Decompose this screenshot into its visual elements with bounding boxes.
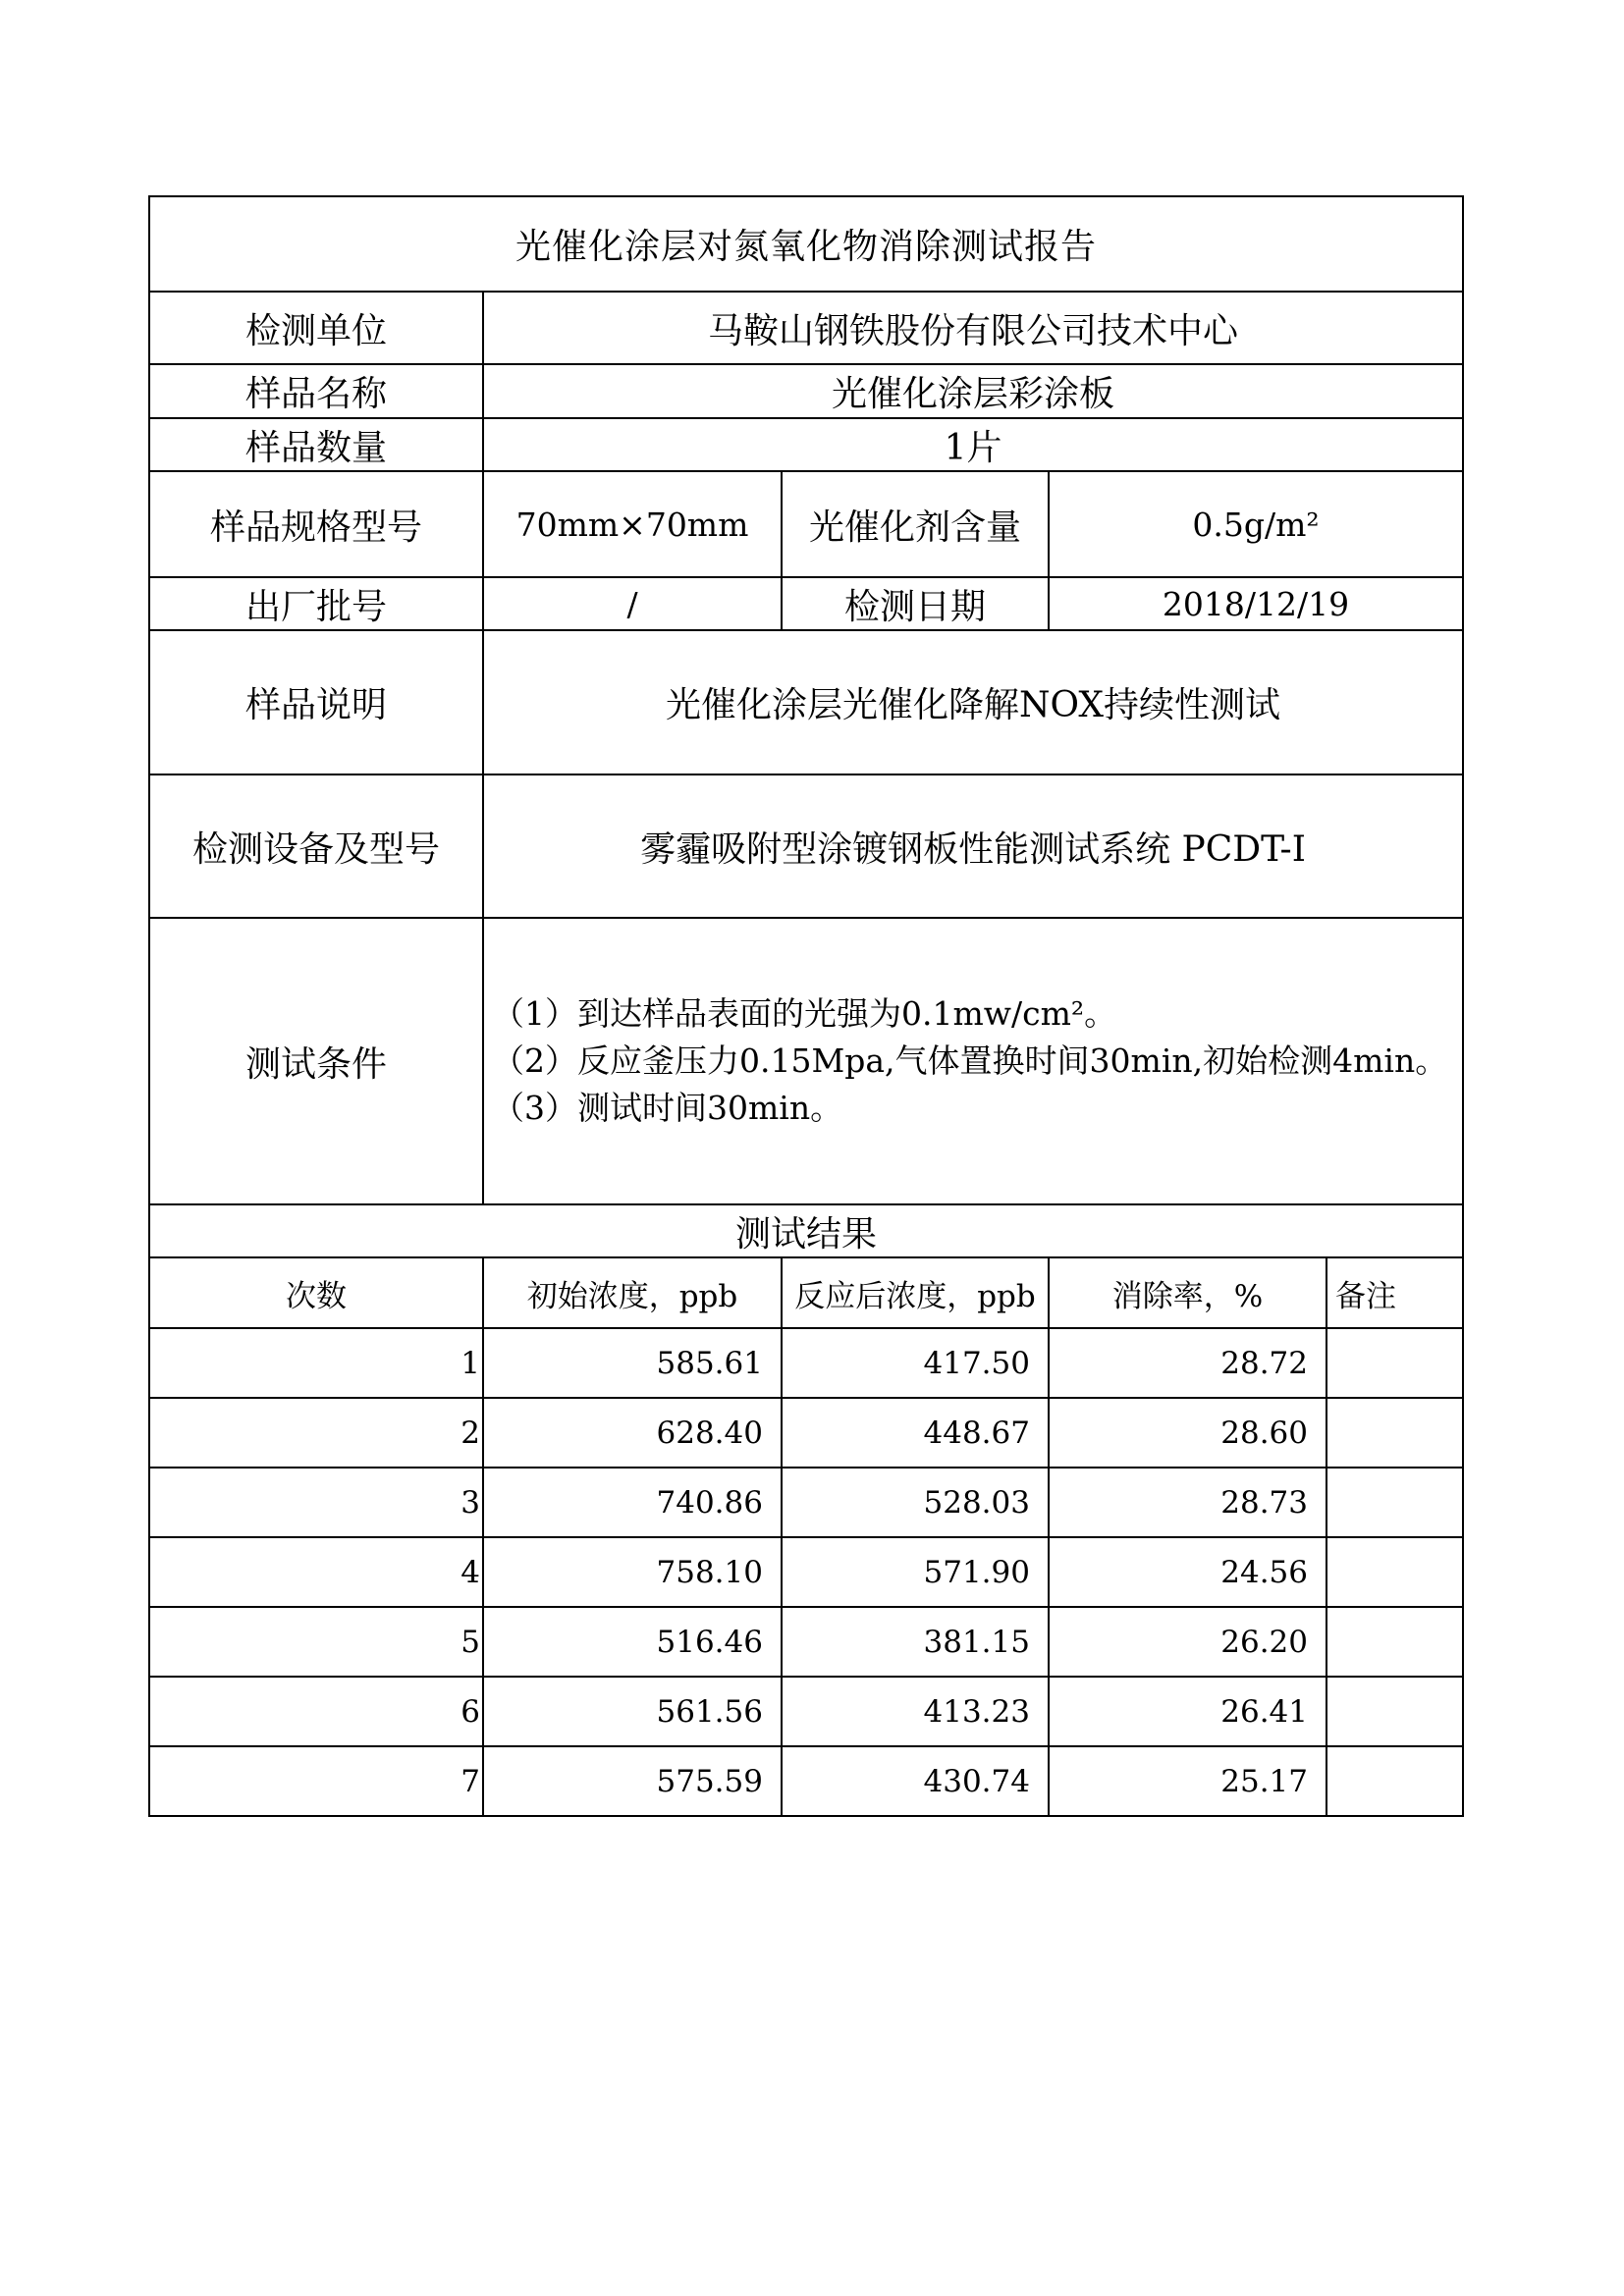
catalyst-label: 光催化剂含量 xyxy=(782,471,1049,577)
cell-count: 5 xyxy=(149,1607,483,1677)
cell-rate: 28.73 xyxy=(1049,1468,1326,1537)
cell-initial: 516.46 xyxy=(483,1607,782,1677)
table-row xyxy=(149,1468,1463,1537)
results-heading: 测试结果 xyxy=(149,1204,1463,1257)
date-label: 检测日期 xyxy=(782,577,1049,630)
cell-count: 4 xyxy=(149,1537,483,1607)
cell-count: 2 xyxy=(149,1398,483,1468)
unit-label: 检测单位 xyxy=(149,292,483,364)
table-row xyxy=(149,1398,1463,1468)
equip-label: 检测设备及型号 xyxy=(149,774,483,918)
desc-row xyxy=(149,630,1463,774)
date-value: 2018/12/19 xyxy=(1049,577,1463,630)
unit-row xyxy=(149,292,1463,364)
qty-label: 样品数量 xyxy=(149,418,483,471)
cell-after: 430.74 xyxy=(782,1746,1049,1816)
cell-note xyxy=(1326,1677,1463,1746)
qty-row xyxy=(149,418,1463,471)
cell-after: 417.50 xyxy=(782,1328,1049,1398)
cell-note xyxy=(1326,1537,1463,1607)
cell-initial: 740.86 xyxy=(483,1468,782,1537)
cond-label: 测试条件 xyxy=(149,918,483,1204)
results-heading-row xyxy=(149,1204,1463,1257)
cell-rate: 28.60 xyxy=(1049,1398,1326,1468)
col-header-rate: 消除率，% xyxy=(1049,1257,1326,1328)
cond-text xyxy=(483,918,1463,1204)
cell-initial: 585.61 xyxy=(483,1328,782,1398)
cell-rate: 24.56 xyxy=(1049,1537,1326,1607)
cell-note xyxy=(1326,1746,1463,1816)
cell-count: 7 xyxy=(149,1746,483,1816)
cell-initial: 561.56 xyxy=(483,1677,782,1746)
cell-rate: 28.72 xyxy=(1049,1328,1326,1398)
cell-initial: 575.59 xyxy=(483,1746,782,1816)
equip-row xyxy=(149,774,1463,918)
col-header-note: 备注 xyxy=(1326,1257,1463,1328)
cell-after: 448.67 xyxy=(782,1398,1049,1468)
cond-row xyxy=(149,918,1463,1204)
cell-note xyxy=(1326,1398,1463,1468)
results-header-row xyxy=(149,1257,1463,1328)
cond-line-3: （3）测试时间30min。 xyxy=(492,1089,843,1127)
cell-rate: 26.41 xyxy=(1049,1677,1326,1746)
name-row xyxy=(149,364,1463,418)
cond-line-2: （2）反应釜压力0.15Mpa,气体置换时间30min,初始检测4min。 xyxy=(492,1041,1448,1080)
cell-rate: 25.17 xyxy=(1049,1746,1326,1816)
desc-value: 光催化涂层光催化降解NOX持续性测试 xyxy=(483,630,1463,774)
cell-note xyxy=(1326,1468,1463,1537)
cell-after: 381.15 xyxy=(782,1607,1049,1677)
cell-initial: 758.10 xyxy=(483,1537,782,1607)
cell-rate: 26.20 xyxy=(1049,1607,1326,1677)
name-value: 光催化涂层彩涂板 xyxy=(483,364,1463,418)
title-row xyxy=(149,196,1463,292)
batch-value: / xyxy=(483,577,782,630)
table-row xyxy=(149,1537,1463,1607)
cell-note xyxy=(1326,1607,1463,1677)
cell-initial: 628.40 xyxy=(483,1398,782,1468)
qty-value: 1片 xyxy=(483,418,1463,471)
name-label: 样品名称 xyxy=(149,364,483,418)
desc-label: 样品说明 xyxy=(149,630,483,774)
cell-after: 528.03 xyxy=(782,1468,1049,1537)
cell-note xyxy=(1326,1328,1463,1398)
spec-value: 70mm×70mm xyxy=(483,471,782,577)
spec-row xyxy=(149,471,1463,577)
cell-count: 3 xyxy=(149,1468,483,1537)
cell-after: 413.23 xyxy=(782,1677,1049,1746)
report-table xyxy=(148,195,1464,1817)
col-header-after: 反应后浓度，ppb xyxy=(782,1257,1049,1328)
table-row xyxy=(149,1677,1463,1746)
equip-value: 雾霾吸附型涂镀钢板性能测试系统 PCDT-I xyxy=(483,774,1463,918)
table-row xyxy=(149,1746,1463,1816)
cell-count: 6 xyxy=(149,1677,483,1746)
cond-line-1: （1）到达样品表面的光强为0.1mw/cm²。 xyxy=(492,994,1117,1033)
spec-label: 样品规格型号 xyxy=(149,471,483,577)
table-row xyxy=(149,1607,1463,1677)
cell-after: 571.90 xyxy=(782,1537,1049,1607)
table-row xyxy=(149,1328,1463,1398)
report-title: 光催化涂层对氮氧化物消除测试报告 xyxy=(149,196,1463,292)
batch-label: 出厂批号 xyxy=(149,577,483,630)
cell-count: 1 xyxy=(149,1328,483,1398)
unit-value: 马鞍山钢铁股份有限公司技术中心 xyxy=(483,292,1463,364)
catalyst-value: 0.5g/m² xyxy=(1049,471,1463,577)
col-header-initial: 初始浓度，ppb xyxy=(483,1257,782,1328)
batch-row xyxy=(149,577,1463,630)
col-header-count: 次数 xyxy=(149,1257,483,1328)
